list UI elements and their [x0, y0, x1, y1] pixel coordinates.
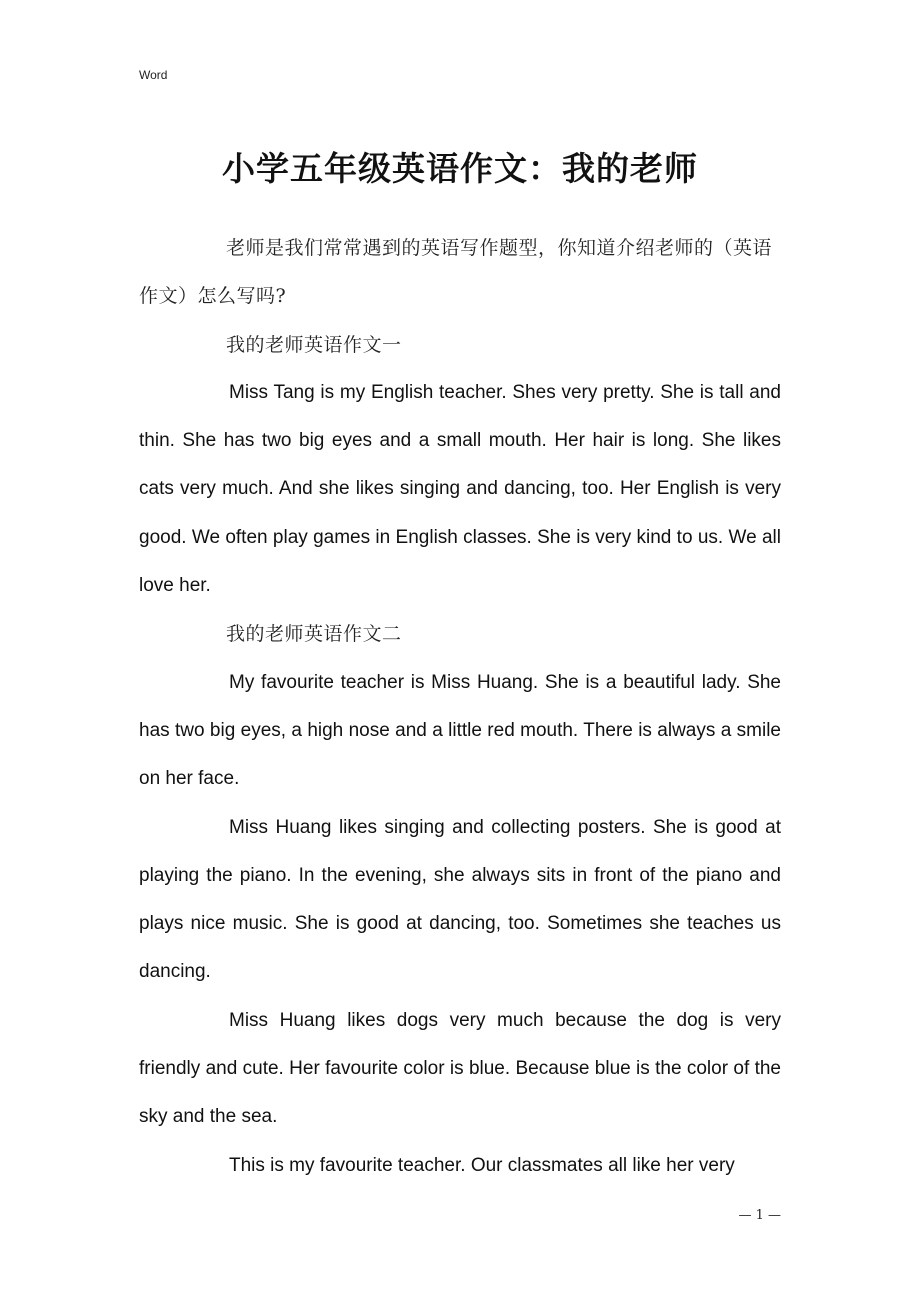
- intro-paragraph: 老师是我们常常遇到的英语写作题型，你知道介绍老师的（英语作文）怎么写吗?: [139, 237, 773, 308]
- essay-1-paragraph: Miss Tang is my English teacher. Shes very pretty. She is tall and thin. She has two big eyes and a small mouth. Her hair is long. She likes cats very much. And she likes singing and dancing, too. Her English is very good. We often play games in English classes. She is very kind to us. We all love her.: [139, 381, 781, 597]
- essay-2-paragraph-1: My favourite teacher is Miss Huang. She is a beautiful lady. She has two big eyes, a high nose and a little red mouth. There is always a smile on her face.: [139, 671, 781, 790]
- essay-1-heading: 我的老师英语作文一: [226, 333, 402, 356]
- essay-2-paragraph-4: This is my favourite teacher. Our classmates all like her very: [229, 1154, 735, 1176]
- document-title: 小学五年级英语作文：我的老师: [222, 149, 698, 188]
- essay-2-heading: 我的老师英语作文二: [226, 623, 402, 646]
- header-app-label: Word: [139, 68, 168, 82]
- essay-2-paragraph-3: Miss Huang likes dogs very much because the dog is very friendly and cute. Her favourite color is blue. Because blue is the color of the sky and the sea.: [139, 1009, 781, 1128]
- document-body: [139, 224, 781, 1190]
- essay-2-paragraph-2: Miss Huang likes singing and collecting posters. She is good at playing the piano. In the evening, she always sits in front of the piano and plays nice music. She is good at dancing, too. Sometimes she teaches us dancing.: [139, 816, 781, 983]
- page-number: — 1 —: [738, 1208, 781, 1223]
